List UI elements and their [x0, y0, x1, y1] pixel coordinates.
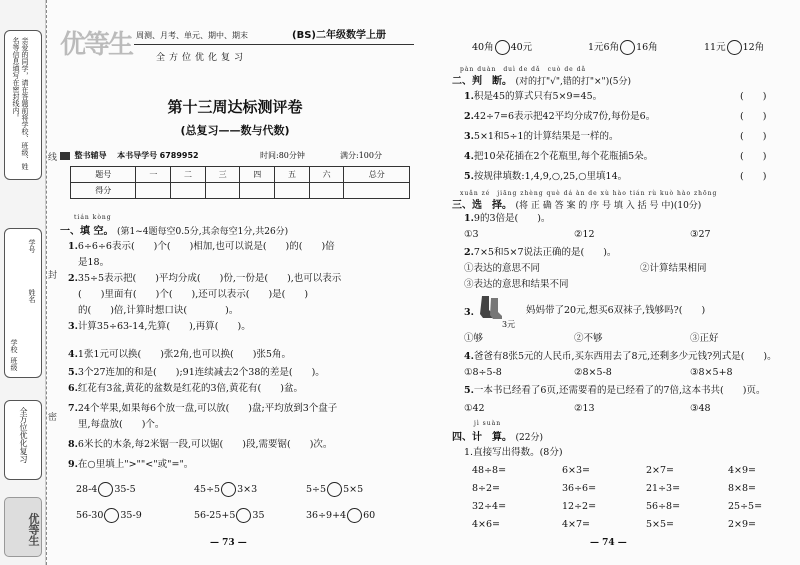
header-rule	[134, 44, 414, 45]
compare-left: 45÷5	[194, 484, 221, 495]
question-text: 一本书已经看了6页,还需要看的是已经看了的7倍,这本书共( )页。	[473, 385, 766, 396]
judge-item: 4.把10朵花插在2个花瓶里,每个花瓶插5朵。	[464, 151, 654, 162]
page-subtitle: (总复习——数与代数)	[180, 124, 290, 137]
field-xingming: 姓名	[28, 289, 36, 303]
page-title: 第十三周达标测评卷	[167, 98, 303, 116]
brand-text: 优等生	[60, 30, 133, 60]
compare-left: 5÷5	[306, 484, 327, 495]
compare-row	[194, 508, 265, 523]
score-cell: 六	[309, 167, 344, 183]
calc-item: 48÷8=	[472, 465, 507, 476]
binding-strip	[0, 0, 46, 565]
compare-circle[interactable]	[98, 482, 113, 497]
score-cell: 得分	[71, 183, 136, 199]
choice-option[interactable]: ③48	[690, 403, 711, 414]
question-text: 9的3倍是( )。	[473, 213, 551, 224]
calc-item: 4×9=	[728, 465, 757, 476]
question-text: 7×5和5×7说法正确的是( )。	[473, 247, 617, 258]
info-code: 6789952	[159, 151, 199, 160]
section2-heading	[452, 72, 631, 87]
compare-circle[interactable]	[327, 482, 342, 497]
choice-option[interactable]: ②计算结果相同	[640, 263, 707, 274]
choice-option[interactable]: ①42	[464, 403, 485, 414]
question-item: 7.24个苹果,如果每6个放一盘,可以放( )盘;平均放到3个盘子	[68, 403, 338, 414]
score-cell: 二	[171, 167, 206, 183]
section1-note: (第1~4题每空0.5分,其余每空1分,共26分)	[116, 227, 289, 237]
score-cell: 总分	[344, 167, 410, 183]
question-text: ( )里面有( )个( ),还可以表示( )是( )	[78, 289, 309, 300]
question-text: 是18。	[78, 257, 110, 268]
question-text: 6米长的木条,每2米锯一段,可以锯( )段,需要锯( )次。	[77, 439, 333, 450]
info-full: 满分:100分	[340, 151, 382, 160]
compare-row	[76, 482, 136, 497]
score-cell: 五	[275, 167, 310, 183]
score-cell: 三	[205, 167, 240, 183]
choice-option[interactable]: ③正好	[690, 333, 719, 344]
info-time: 时间:80分钟	[260, 151, 305, 160]
choice-option[interactable]: ③表达的意思和结果不同	[464, 279, 569, 290]
question-text: 3个27连加的和是( );91连续减去2个38的差是( )。	[77, 367, 325, 378]
compare-circle[interactable]	[620, 40, 635, 55]
choice-option[interactable]: ①够	[464, 333, 484, 344]
question-text: 6÷6÷6表示( )个( )相加,也可以说是( )的( )倍	[77, 241, 335, 252]
left-page	[60, 0, 438, 565]
score-row-values	[71, 183, 410, 199]
cut-char-mi: 密	[48, 413, 58, 423]
compare-left: 56-30	[76, 510, 104, 521]
score-cell: 四	[240, 167, 275, 183]
section3-pinyin: xuǎn zé jiāng zhèng què dá àn de xù hào tián rù kuò hào zhōng	[460, 190, 718, 197]
score-input[interactable]	[275, 183, 310, 199]
compare-circle[interactable]	[221, 482, 236, 497]
cut-line	[46, 0, 47, 565]
judge-item: 5.按规律填数:1,4,9,○,25,○里填14。	[464, 171, 628, 182]
section1-heading	[60, 222, 288, 237]
question-text: 把10朵花插在2个花瓶里,每个花瓶插5朵。	[473, 151, 654, 162]
judge-answer[interactable]: ( )	[740, 151, 767, 162]
choice-question: 3.	[464, 307, 474, 318]
section1-title: 一、填 空。	[60, 226, 114, 237]
compare-circle[interactable]	[347, 508, 362, 523]
left-page-number: — 73 —	[210, 538, 247, 548]
choice-option[interactable]: ③8×5+8	[690, 367, 733, 378]
judge-answer[interactable]: ( )	[740, 131, 767, 142]
field-xuehao: 学号	[28, 239, 36, 253]
judge-answer[interactable]: ( )	[740, 91, 767, 102]
score-input[interactable]	[344, 183, 410, 199]
question-text: 按规律填数:1,4,9,○,25,○里填14。	[473, 171, 628, 182]
question-text: 红花有3盆,黄花的盆数是红花的3倍,黄花有( )盆。	[77, 383, 303, 394]
choice-question: 5.一本书已经看了6页,还需要看的是已经看了的7倍,这本书共( )页。	[464, 385, 766, 396]
calc-item: 25÷5=	[728, 501, 763, 512]
calc-item: 12÷2=	[562, 501, 597, 512]
score-input[interactable]	[240, 183, 275, 199]
calc-item: 8÷2=	[472, 483, 501, 494]
compare-left: 1元6角	[588, 42, 620, 53]
section3-title: 三、选 择。	[452, 200, 512, 211]
section4-heading	[452, 428, 543, 443]
question-text: 在○里填上">""<"或"="。	[77, 459, 194, 470]
compare-row	[588, 40, 658, 55]
choice-question: 2.7×5和5×7说法正确的是( )。	[464, 247, 617, 258]
question-item: 1.6÷6÷6表示( )个( )相加,也可以说是( )的( )倍	[68, 241, 335, 252]
section1-pinyin: tián kòng	[74, 214, 112, 221]
calc-item: 6×3=	[562, 465, 591, 476]
choice-option[interactable]: ②13	[574, 403, 595, 414]
question-item	[78, 304, 238, 317]
choice-option[interactable]: ②不够	[574, 333, 603, 344]
choice-question: 1.9的3倍是( )。	[464, 213, 551, 224]
score-input[interactable]	[309, 183, 344, 199]
question-item: 5.3个27连加的和是( );91连续减去2个38的差是( )。	[68, 367, 325, 378]
question-item: 6.红花有3盆,黄花的盆数是红花的3倍,黄花有( )盆。	[68, 383, 303, 394]
score-cell: 题号	[71, 167, 136, 183]
score-table	[70, 166, 410, 199]
question-text: 爸爸有8张5元的人民币,买东西用去了8元,还剩多少元钱?列式是( )。	[473, 351, 777, 362]
compare-right: 16角	[636, 42, 658, 53]
calc-item: 5×5=	[646, 519, 675, 530]
right-page-number: — 74 —	[590, 538, 627, 548]
section4-sub: 1.直接写出得数。(8分)	[464, 447, 563, 458]
compare-right: 35-5	[114, 484, 136, 495]
question-item: 3.计算35÷63-14,先算( ),再算( )。	[68, 321, 251, 332]
question-text: 妈妈带了20元,想买6双袜子,钱够吗?( )	[526, 305, 706, 316]
compare-row	[704, 40, 764, 55]
brand-logo-small: 优等生	[4, 497, 42, 557]
question-text: 5×1和5÷1的计算结果是一样的。	[473, 131, 619, 142]
calc-item: 36÷6=	[562, 483, 597, 494]
question-item	[78, 418, 164, 431]
judge-item: 3.5×1和5÷1的计算结果是一样的。	[464, 131, 619, 142]
question-text: 1张1元可以换( )张2角,也可以换( )张5角。	[77, 349, 291, 360]
right-page	[440, 0, 800, 565]
sock-price: 3元	[502, 320, 516, 329]
compare-circle[interactable]	[104, 508, 119, 523]
compare-left: 56-25+5	[194, 510, 236, 521]
judge-answer[interactable]: ( )	[740, 111, 767, 122]
choice-option[interactable]: ①表达的意思不同	[464, 263, 541, 274]
question-item: 2.35÷5表示把( )平均分成( )份,一份是( ),也可以表示	[68, 273, 342, 284]
choice-option[interactable]: ①3	[464, 229, 479, 240]
compare-right: 35	[252, 510, 265, 521]
brand-logo	[60, 24, 132, 68]
question-text: 42÷7=6表示把42平均分成7份,每份是6。	[473, 111, 656, 122]
header-slogan: 全方位优化复习	[156, 53, 248, 63]
calc-item: 32÷4=	[472, 501, 507, 512]
choice-option[interactable]: ①8÷5-8	[464, 367, 502, 378]
calc-item: 21÷3=	[646, 483, 681, 494]
calc-item: 4×6=	[472, 519, 501, 530]
score-input[interactable]	[136, 183, 171, 199]
judge-item: 2.42÷7=6表示把42平均分成7份,每份是6。	[464, 111, 656, 122]
socks-icon	[478, 294, 504, 320]
compare-left: 28-4	[76, 484, 98, 495]
judge-answer[interactable]: ( )	[740, 171, 767, 182]
choice-question: 4.爸爸有8张5元的人民币,买东西用去了8元,还剩多少元钱?列式是( )。	[464, 351, 777, 362]
score-input[interactable]	[171, 183, 206, 199]
judge-item: 1.积是45的算式只有5×9=45。	[464, 91, 603, 102]
choice-option[interactable]: ②12	[574, 229, 595, 240]
section3-note: (将 正 确 答 案 的 序 号 填 入 括 号 中)(10分)	[515, 201, 702, 211]
calc-item: 2×7=	[646, 465, 675, 476]
notice-text: 亲爱的同学，请在答题前将学校、班级、姓名等信息填写在密封线内。	[12, 37, 29, 170]
question-item	[78, 288, 308, 301]
section2-note: (对的打"√",错的打"×")(5分)	[515, 77, 631, 87]
compare-row	[306, 508, 375, 523]
question-text: 积是45的算式只有5×9=45。	[473, 91, 603, 102]
qr-icon	[60, 152, 70, 160]
compare-right: 3×3	[237, 484, 258, 495]
score-row-header	[71, 167, 410, 183]
calc-item: 4×7=	[562, 519, 591, 530]
section3-heading	[452, 196, 701, 211]
question-text: 里,每盘放( )个。	[78, 419, 165, 430]
info-label: 整书辅导	[74, 151, 107, 160]
question-item: 4.1张1元可以换( )张2角,也可以换( )张5角。	[68, 349, 291, 360]
compare-row	[306, 482, 363, 497]
compare-left: 11元	[704, 42, 726, 53]
brand-vertical: 全方位优化复习	[19, 407, 28, 463]
score-cell: 一	[136, 167, 171, 183]
section2-title: 二、判 断。	[452, 76, 512, 87]
question-text: 计算35÷63-14,先算( ),再算( )。	[77, 321, 251, 332]
compare-row	[76, 508, 142, 523]
compare-right: 35-9	[120, 510, 142, 521]
header-categories: 周测、月考、单元、期中、期末	[136, 31, 248, 40]
calc-item: 2×9=	[728, 519, 757, 530]
section2-pinyin: pàn duàn duì de dǎ cuò de dǎ	[460, 66, 587, 73]
brand-box	[4, 400, 42, 480]
compare-right: 60	[363, 510, 376, 521]
info-code-label: 本书导学号	[117, 151, 158, 160]
section4-title: 四、计 算。	[452, 432, 512, 443]
question-text: 35÷5表示把( )平均分成( )份,一份是( ),也可以表示	[77, 273, 342, 284]
question-item	[78, 256, 109, 269]
question-item: 9.在○里填上">""<"或"="。	[68, 459, 194, 470]
compare-row	[472, 40, 532, 55]
choice-option[interactable]: ②8×5-8	[574, 367, 612, 378]
compare-circle[interactable]	[236, 508, 251, 523]
compare-left: 36÷9+4	[306, 510, 347, 521]
section4-note: (22分)	[515, 433, 543, 443]
info-fields-box	[4, 228, 42, 378]
score-input[interactable]	[205, 183, 240, 199]
question-item: 8.6米长的木条,每2米锯一段,可以锯( )段,需要锯( )次。	[68, 439, 333, 450]
cut-char-feng: 封	[48, 271, 58, 281]
question-text: 的( )倍,计算时想口诀( )。	[78, 305, 239, 316]
compare-right: 40元	[510, 42, 533, 53]
calc-item: 8×8=	[728, 483, 757, 494]
compare-left: 40角	[472, 42, 494, 53]
compare-circle[interactable]	[727, 40, 742, 55]
choice-option[interactable]: ③27	[690, 229, 711, 240]
calc-item: 56÷8=	[646, 501, 681, 512]
compare-row	[194, 482, 257, 497]
notice-box	[4, 30, 42, 180]
compare-circle[interactable]	[495, 40, 510, 55]
section4-pinyin: jì suàn	[474, 420, 502, 427]
header-grade: (BS)二年级数学上册	[292, 30, 386, 41]
question-text: 24个苹果,如果每6个放一盘,可以放( )盘;平均放到3个盘子	[77, 403, 338, 414]
compare-right: 12角	[742, 42, 765, 53]
field-banji: 班级	[10, 357, 18, 371]
info-row	[60, 150, 410, 161]
cut-char-xian: 线	[48, 153, 58, 163]
field-xuexiao: 学校	[10, 339, 18, 353]
compare-right: 5×5	[343, 484, 364, 495]
